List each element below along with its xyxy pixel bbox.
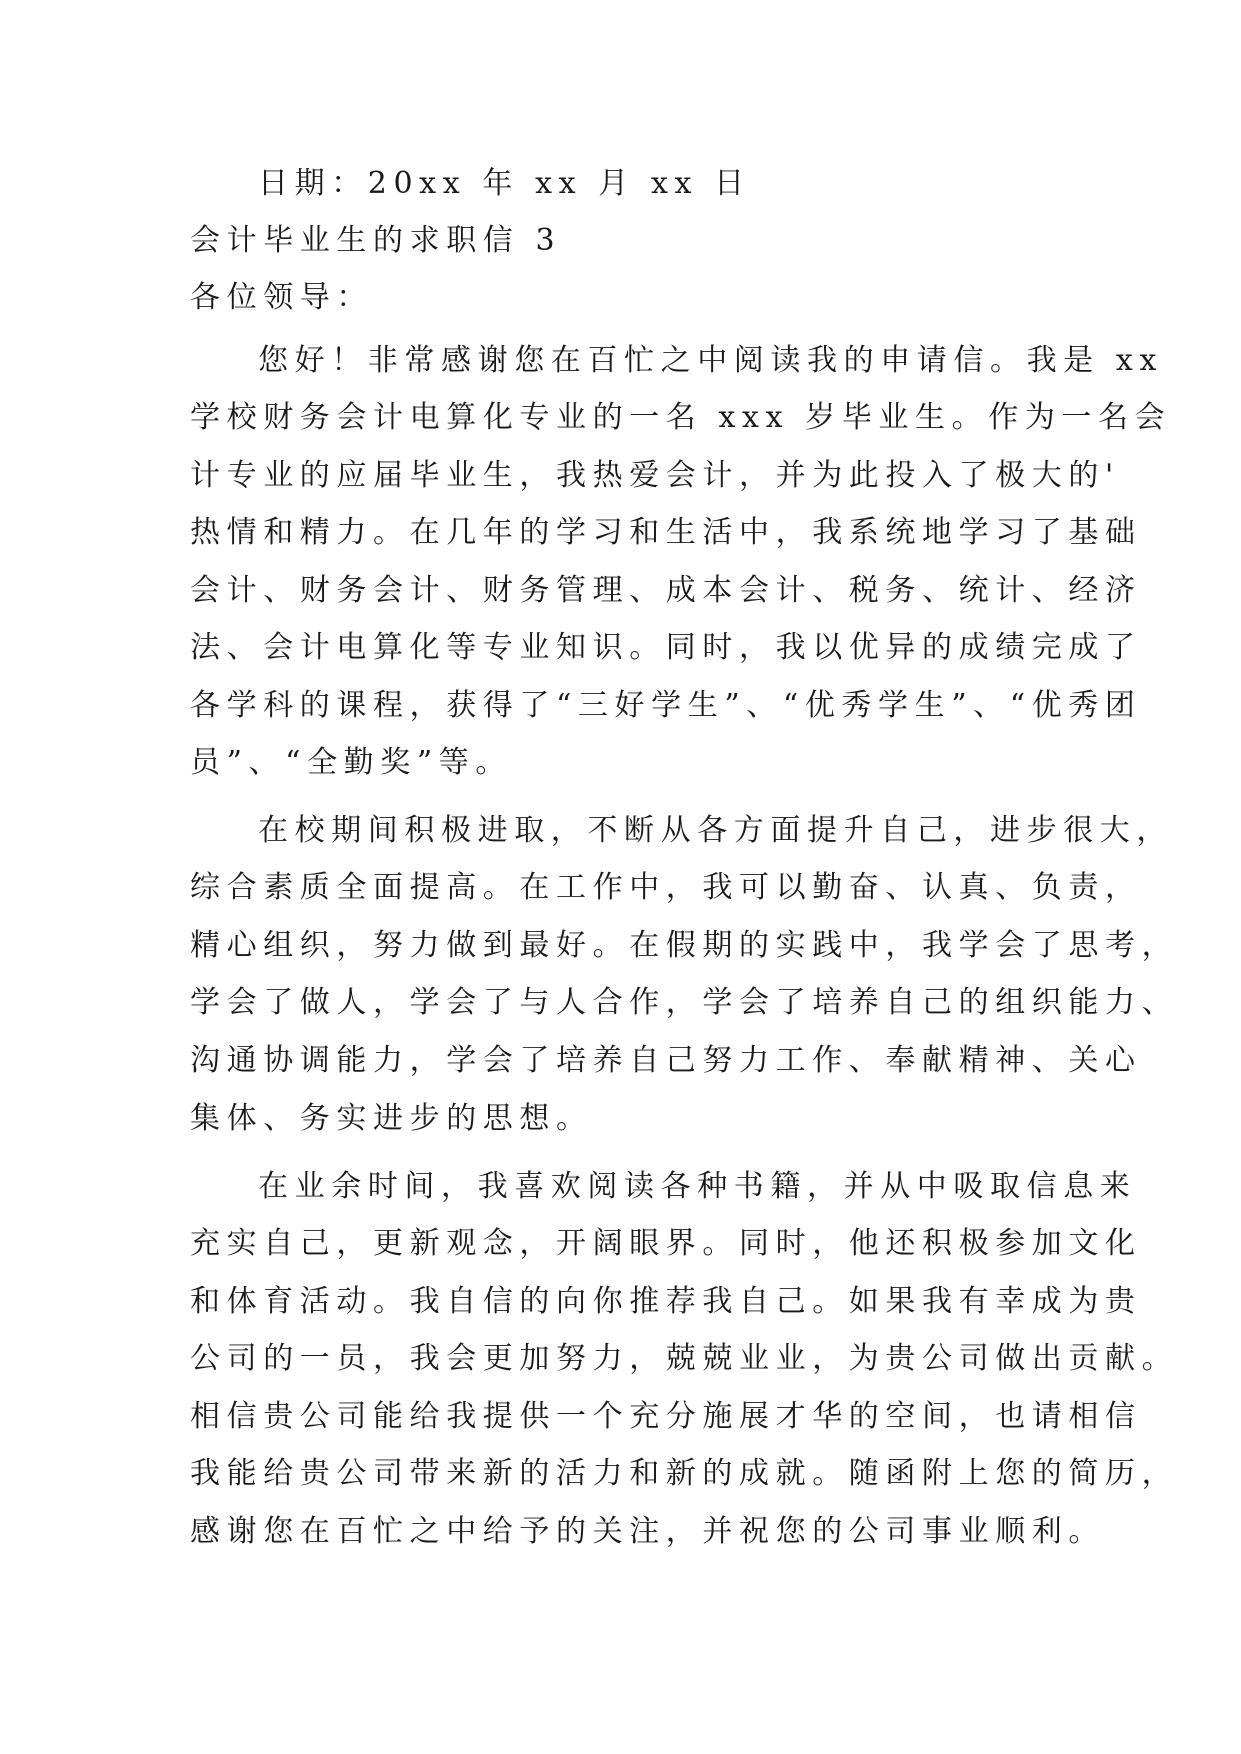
paragraph-1-line-4: 热情和精力。在几年的学习和生活中，我系统地学习了基础 [190,515,1142,550]
date-line: 日期：20xx 年 xx 月 xx 日 [258,166,751,201]
paragraph-3-line-4: 公司的一员，我会更加努力，兢兢业业，为贵公司做出贡献。 [190,1341,1179,1376]
paragraph-2-line-6: 集体、务实进步的思想。 [190,1101,593,1136]
paragraph-1-line-7: 各学科的课程，获得了“三好学生”、“优秀学生”、“优秀团 [190,688,1142,723]
paragraph-2-line-2: 综合素质全面提高。在工作中，我可以勤奋、认真、负责， [190,870,1142,905]
paragraph-1-line-2: 学校财务会计电算化专业的一名 xxx 岁毕业生。作为一名会 [190,400,1172,435]
paragraph-1-line-5: 会计、财务会计、财务管理、成本会计、税务、统计、经济 [190,573,1142,608]
paragraph-3-line-3: 和体育活动。我自信的向你推荐我自己。如果我有幸成为贵 [190,1284,1142,1319]
letter-title: 会计毕业生的求职信 3 [190,223,562,258]
paragraph-1-line-8: 员”、“全勤奖”等。 [190,745,513,780]
paragraph-3-line-6: 我能给贵公司带来新的活力和新的成就。随函附上您的简历， [190,1456,1179,1491]
paragraph-2-line-3: 精心组织，努力做到最好。在假期的实践中，我学会了思考， [190,928,1179,963]
paragraph-2-line-1: 在校期间积极进取，不断从各方面提升自己，进步很大， [258,813,1173,848]
paragraph-1-line-6: 法、会计电算化等专业知识。同时，我以优异的成绩完成了 [190,630,1142,665]
paragraph-1-line-1: 您好！非常感谢您在百忙之中阅读我的申请信。我是 xx [258,343,1163,378]
paragraph-1-line-3: 计专业的应届毕业生，我热爱会计，并为此投入了极大的' [190,458,1120,493]
paragraph-3-line-5: 相信贵公司能给我提供一个充分施展才华的空间，也请相信 [190,1399,1142,1434]
paragraph-3-line-1: 在业余时间，我喜欢阅读各种书籍，并从中吸取信息来 [258,1169,1137,1204]
paragraph-3-line-2: 充实自己，更新观念，开阔眼界。同时，他还积极参加文化 [190,1226,1142,1261]
paragraph-3-line-7: 感谢您在百忙之中给予的关注，并祝您的公司事业顺利。 [190,1514,1105,1549]
paragraph-2-line-4: 学会了做人，学会了与人合作，学会了培养自己的组织能力、 [190,985,1179,1020]
paragraph-2-line-5: 沟通协调能力，学会了培养自己努力工作、奉献精神、关心 [190,1043,1142,1078]
salutation: 各位领导： [190,280,373,315]
